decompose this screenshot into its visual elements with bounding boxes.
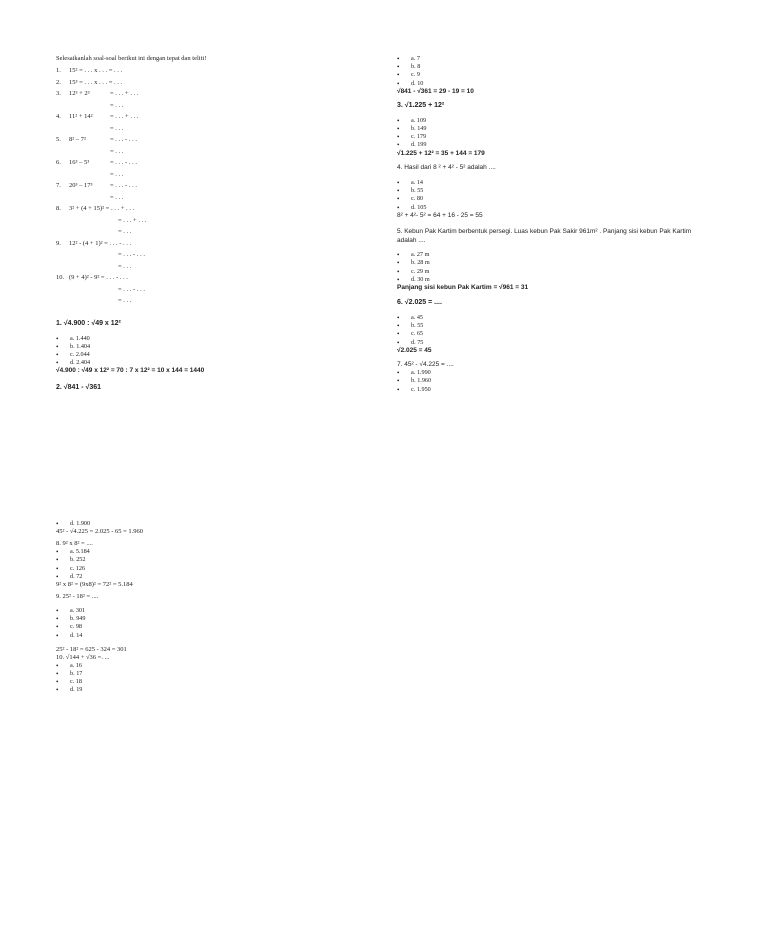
answer-option: • d. 30 m xyxy=(397,276,727,284)
answer-option: • d. 10 xyxy=(397,80,727,88)
question-3-answer: √1.225 + 12² = 35 + 144 = 179 xyxy=(397,149,485,157)
exercise-working: = . . . - . . . xyxy=(110,182,137,189)
answer-option: • d. 1.900 xyxy=(56,520,356,528)
exercise-number: 1. xyxy=(56,67,61,74)
exercise-row xyxy=(56,90,356,102)
exercise-expression: 11² + 14² xyxy=(69,113,93,120)
exercise-expression: 12² - (4 + 1)² = . . . - . . . xyxy=(69,239,132,247)
question-7-options xyxy=(397,369,727,394)
answer-option: • b. 28 m xyxy=(397,259,727,267)
exercise-row xyxy=(56,228,356,240)
exercise-number: 3. xyxy=(56,90,61,97)
exercise-expression: 3² + (4 + 15)² = . . . + . . . xyxy=(69,205,135,212)
question-4-answer: 8² + 4²- 5² = 64 + 16 - 25 = 55 xyxy=(397,211,483,219)
answer-option: • a. 16 xyxy=(56,662,356,670)
question-3-title: 3. √1.225 + 12² xyxy=(397,101,445,109)
exercise-expression: 8² – 7² xyxy=(69,136,86,143)
answer-option: • b. 17 xyxy=(56,670,356,678)
exercise-working: = . . . xyxy=(118,297,132,304)
question-9-answer: 25² - 18² = 625 - 324 = 301 xyxy=(56,645,127,653)
question-2-options xyxy=(397,55,727,88)
exercise-working: = . . . xyxy=(110,170,124,178)
answer-option: • c. 29 m xyxy=(397,268,727,276)
exercise-row xyxy=(56,205,356,217)
answer-option: • a. 14 xyxy=(397,179,727,187)
answer-option: • d. 14 xyxy=(56,632,356,640)
answer-option: • a. 5.184 xyxy=(56,548,356,556)
exercise-row xyxy=(56,194,356,206)
exercise-working: = . . . xyxy=(110,124,124,132)
exercise-working: = . . . xyxy=(110,101,124,109)
exercise-row xyxy=(56,217,356,229)
exercise-row xyxy=(56,274,356,286)
answer-option: • c. 65 xyxy=(397,330,727,338)
answer-option: • c. 126 xyxy=(56,565,356,573)
question-1-answer: √4.900 : √49 x 12² = 70 : 7 x 12² = 10 x 144 = 1440 xyxy=(56,367,205,375)
question-4-title: 4. Hasil dari 8 ² + 4² - 5² adalah .... xyxy=(397,163,496,171)
exercise-working: = . . . - . . . xyxy=(110,159,137,166)
answer-option: • b. 55 xyxy=(397,187,727,195)
answer-option: • c. 98 xyxy=(56,623,356,631)
question-10-title: 10. √144 + √36 =. ... xyxy=(56,653,110,661)
answer-option: • a. 1.990 xyxy=(397,369,727,377)
exercise-row xyxy=(56,251,356,263)
exercise-working: = . . . xyxy=(110,193,124,201)
exercise-working: = . . . xyxy=(118,228,132,235)
worksheet-right-column xyxy=(397,55,727,394)
answer-option: • d. 75 xyxy=(397,339,727,347)
exercise-number: 9. xyxy=(56,239,61,247)
answer-option: • a. 27 m xyxy=(397,251,727,259)
question-1-title: 1. √4.900 : √49 x 12² xyxy=(56,319,121,327)
answer-option: • b. 149 xyxy=(397,125,727,133)
exercise-expression: 15² = . . . x . . . = . . . xyxy=(69,67,123,74)
exercise-row xyxy=(56,125,356,137)
question-5-title-line-2: adalah .... xyxy=(397,236,426,244)
answer-option: • a. 109 xyxy=(397,117,727,125)
exercise-working: = . . . - . . . xyxy=(118,285,145,293)
exercise-number: 5. xyxy=(56,136,61,143)
exercise-working: = . . . + . . . xyxy=(110,113,139,120)
answer-option: • c. 2.044 xyxy=(56,351,356,359)
worksheet-left-column xyxy=(56,55,356,393)
question-7-options-continued xyxy=(56,520,356,528)
answer-option: • d. 2.404 xyxy=(56,359,356,367)
exercise-row xyxy=(56,148,356,160)
question-3-options xyxy=(397,117,727,150)
answer-option: • c. 18 xyxy=(56,678,356,686)
answer-option: • b. 1.960 xyxy=(397,377,727,385)
answer-option: • a. 45 xyxy=(397,314,727,322)
exercise-expression: 16³ – 5³ xyxy=(69,159,90,166)
question-2-answer: √841 - √361 = 29 - 19 = 10 xyxy=(397,87,474,95)
question-7-title: 7. 45² - √4.225 = .... xyxy=(397,360,454,368)
answer-option: • a. 7 xyxy=(397,55,727,63)
answer-option: • d. 72 xyxy=(56,573,356,581)
exercise-number: 4. xyxy=(56,113,61,120)
exercise-row xyxy=(56,113,356,125)
answer-option: • d. 19 xyxy=(56,686,356,694)
answer-option: • c. 179 xyxy=(397,133,727,141)
exercise-row xyxy=(56,171,356,183)
worksheet-page-2-column xyxy=(56,520,356,694)
exercise-working: = . . . - . . . xyxy=(110,136,137,143)
exercise-working: = . . . + . . . xyxy=(118,216,147,224)
exercise-working: = . . . + . . . xyxy=(110,90,139,97)
exercise-number: 10. xyxy=(56,274,65,281)
question-9-options xyxy=(56,607,356,640)
exercise-expression: 20³ – 17³ xyxy=(69,182,93,189)
question-2-title: 2. √841 - √361 xyxy=(56,384,102,392)
question-8-answer: 9² x 8² = (9x8)² = 72² = 5.184 xyxy=(56,580,133,588)
exercise-row xyxy=(56,263,356,275)
exercise-working: = . . . - . . . xyxy=(118,251,145,258)
question-9-title: 9. 25² - 18² = .... xyxy=(56,592,99,600)
question-6-title: 6. √2.025 = .... xyxy=(397,299,442,306)
answer-option: • d. 199 xyxy=(397,141,727,149)
exercise-row xyxy=(56,159,356,171)
question-10-options xyxy=(56,662,356,695)
question-5-title-line-1: 5. Kebun Pak Kartim berbentuk persegi. Luas kebun Pak Sakir 961m² . Panjang sisi kebun Pak Kartim xyxy=(397,228,692,236)
answer-option: • b. 1.404 xyxy=(56,343,356,351)
answer-option: • a. 1.440 xyxy=(56,335,356,343)
answer-option: • b. 949 xyxy=(56,615,356,623)
exercise-number: 8. xyxy=(56,205,61,212)
answer-option: • c. 80 xyxy=(397,195,727,203)
exercise-expression: (9 + 4)² - 9² = . . . - . . . xyxy=(69,274,128,281)
exercise-expression: 15³ = . . . x . . . = . . . xyxy=(69,78,123,86)
exercise-row xyxy=(56,182,356,194)
exercise-number: 2. xyxy=(56,78,61,86)
answer-option: • b. 8 xyxy=(397,63,727,71)
exercise-row xyxy=(56,67,356,79)
answer-option: • c. 1.950 xyxy=(397,386,727,394)
exercise-number: 6. xyxy=(56,159,61,166)
exercise-number: 7. xyxy=(56,182,61,189)
exercise-row xyxy=(56,297,356,309)
question-8-options xyxy=(56,548,356,581)
exercise-working: = . . . xyxy=(118,262,132,270)
exercise-row xyxy=(56,102,356,114)
instruction-text: Selesaikanlah soal-soal berikut ini dengan tepat dan teliti! xyxy=(56,55,207,62)
question-6-answer: √2.025 = 45 xyxy=(397,346,432,354)
exercise-row xyxy=(56,79,356,91)
question-5-answer: Panjang sisi kebun Pak Kartim = √961 = 31 xyxy=(397,284,529,291)
answer-option: • b. 55 xyxy=(397,322,727,330)
question-8-title: 8. 9² x 8² = .... xyxy=(56,540,93,548)
exercise-expression: 12³ + 2³ xyxy=(69,90,90,97)
question-1-options xyxy=(56,335,356,368)
exercise-row xyxy=(56,240,356,252)
exercise-row xyxy=(56,286,356,298)
exercise-working: = . . . xyxy=(110,147,124,155)
exercise-list xyxy=(56,67,356,309)
question-4-options xyxy=(397,179,727,212)
question-5-options xyxy=(397,251,727,284)
question-7-answer: 45² - √4.225 = 2.025 - 65 = 1.960 xyxy=(56,528,144,536)
exercise-row xyxy=(56,136,356,148)
question-6-options xyxy=(397,314,727,347)
answer-option: • d. 105 xyxy=(397,204,727,212)
answer-option: • a. 301 xyxy=(56,607,356,615)
answer-option: • b. 252 xyxy=(56,556,356,564)
answer-option: • c. 9 xyxy=(397,71,727,79)
